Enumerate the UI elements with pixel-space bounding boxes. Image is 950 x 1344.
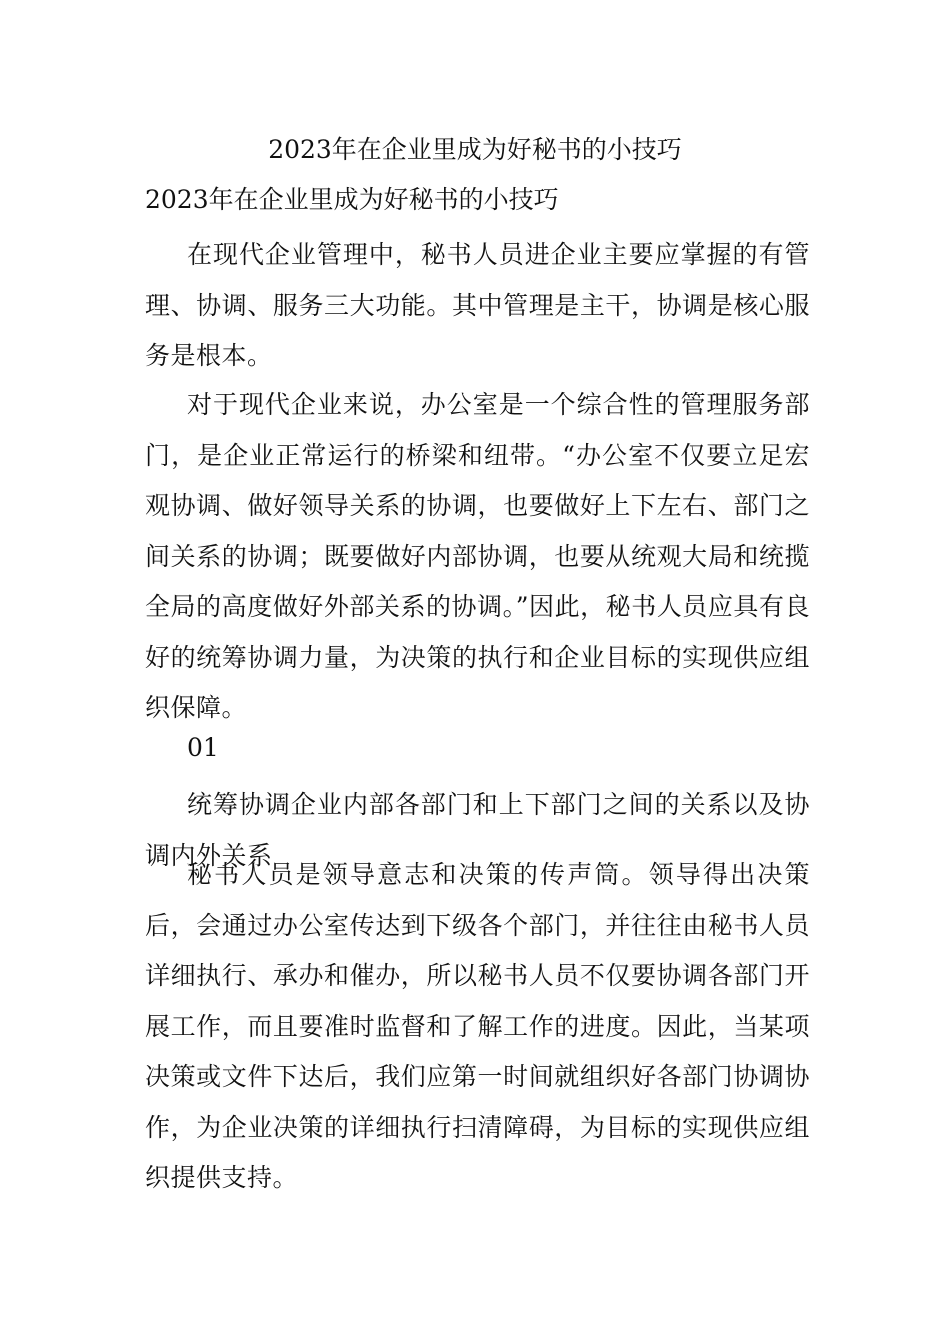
document-subtitle: 2023年在企业里成为好秘书的小技巧 xyxy=(145,185,559,214)
section-heading: 统筹协调企业内部各部门和上下部门之间的关系以及协调内外关系 xyxy=(145,790,810,870)
section-number: 01 xyxy=(187,733,219,762)
document-title: 2023年在企业里成为好秘书的小技巧 xyxy=(268,135,682,164)
intro-paragraph: 在现代企业管理中，秘书人员进企业主要应掌握的有管理、协调、服务三大功能。其中管理是主干，协调是核心服务是根本。 xyxy=(145,240,810,370)
office-role-paragraph: 对于现代企业来说，办公室是一个综合性的管理服务部门，是企业正常运行的桥梁和纽带。“办公室不仅要立足宏观协调、做好领导关系的协调，也要做好上下左右、部门之间关系的协调；既要做好内部协调，也要从统观大局和统揽全局的高度做好外部关系的协调。”因此，秘书人员应具有良好的统筹协调力量，为决策的执行和企业目标的实现供应组织保障。 xyxy=(145,390,810,722)
section-body-paragraph: 秘书人员是领导意志和决策的传声筒。领导得出决策后，会通过办公室传达到下级各个部门，并往往由秘书人员详细执行、承办和催办，所以秘书人员不仅要协调各部门开展工作，而且要准时监督和了解工作的进度。因此，当某项决策或文件下达后，我们应第一时间就组织好各部门协调协作，为企业决策的详细执行扫清障碍，为目标的实现供应组织提供支持。 xyxy=(145,860,810,1192)
